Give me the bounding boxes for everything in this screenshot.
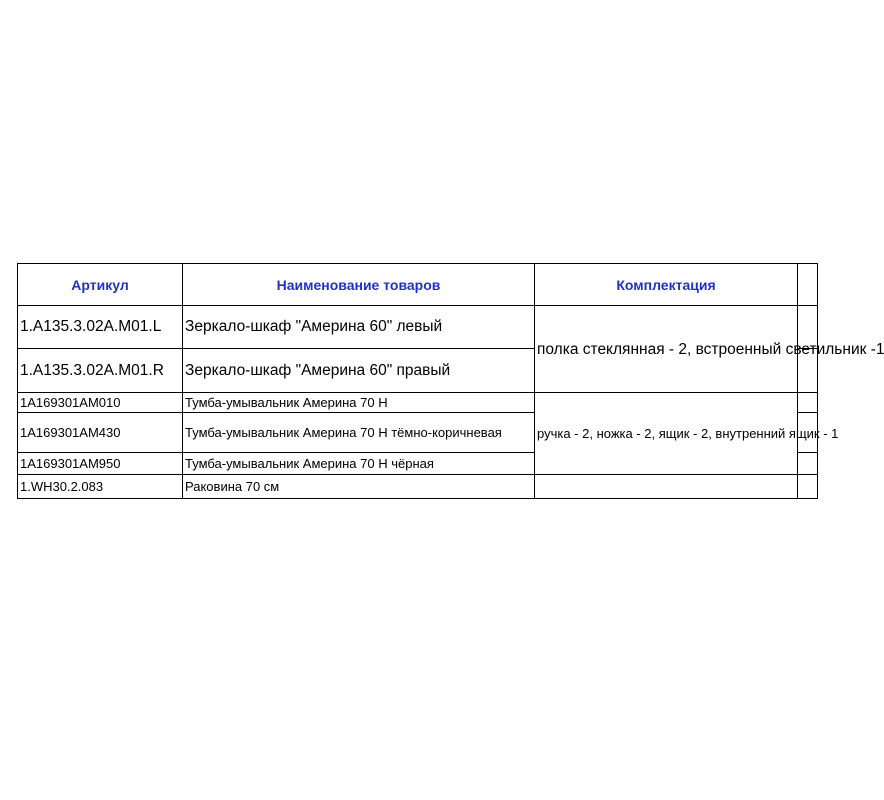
cell-article: 1A169301AM010 bbox=[18, 393, 183, 413]
table-header-row bbox=[18, 264, 818, 306]
cell-set-cabinet: ручка - 2, ножка - 2, ящик - 2, внутренний ящик - 1 bbox=[535, 393, 798, 475]
cell-name: Раковина 70 см bbox=[183, 475, 535, 499]
header-article: Артикул bbox=[18, 264, 183, 306]
table-row bbox=[18, 306, 818, 349]
header-extra bbox=[798, 264, 818, 306]
cell-name: Тумба-умывальник Америна 70 Н bbox=[183, 393, 535, 413]
cell-set-sink bbox=[535, 475, 798, 499]
cell-extra bbox=[798, 453, 818, 475]
product-table bbox=[17, 263, 884, 499]
cell-article: 1A169301AM950 bbox=[18, 453, 183, 475]
cell-name: Тумба-умывальник Америна 70 Н тёмно-коричневая bbox=[183, 413, 535, 453]
header-name: Наименование товаров bbox=[183, 264, 535, 306]
table-row bbox=[18, 393, 818, 413]
cell-article: 1.WH30.2.083 bbox=[18, 475, 183, 499]
cell-name: Зеркало-шкаф "Америна 60" левый bbox=[183, 306, 535, 349]
cell-article: 1.A135.3.02A.M01.L bbox=[18, 306, 183, 349]
cell-extra bbox=[798, 475, 818, 499]
cell-article: 1A169301AM430 bbox=[18, 413, 183, 453]
table-row bbox=[18, 475, 818, 499]
cell-extra bbox=[798, 393, 818, 413]
cell-set-mirror: полка стеклянная - 2, встроенный светильник -1 bbox=[535, 306, 798, 393]
header-set: Комплектация bbox=[535, 264, 798, 306]
cell-name: Тумба-умывальник Америна 70 Н чёрная bbox=[183, 453, 535, 475]
cell-name: Зеркало-шкаф "Америна 60" правый bbox=[183, 349, 535, 393]
cell-article: 1.A135.3.02A.M01.R bbox=[18, 349, 183, 393]
